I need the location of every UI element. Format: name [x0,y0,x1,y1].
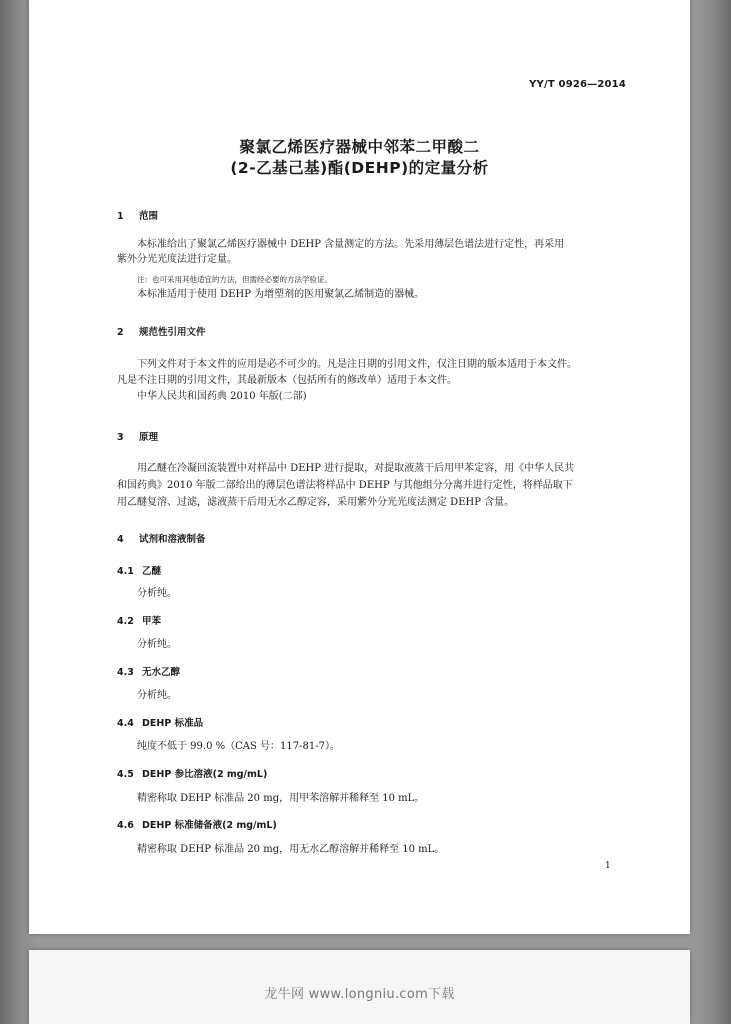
section-number: 4 [117,534,124,545]
section-4-heading [117,531,206,545]
subsection-4-6-heading [117,817,277,831]
section-2-paragraph-line: 下列文件对于本文件的应用是必不可少的。凡是注日期的引用文件，仅注日期的版本适用于本文件。 [137,359,577,370]
section-3-paragraph-line: 用乙醚在冷凝回流装置中对样品中 DEHP 进行提取，对提取液蒸干后用甲苯定容，用《中华人民共 [137,463,575,474]
subsection-4-3-heading [117,664,180,678]
section-1-note: 注：也可采用其他适宜的方法，但需经必要的方法学验证。 [137,275,332,284]
subsection-title: 甲苯 [142,616,162,627]
document-page [29,0,690,934]
section-title: 试剂和溶液制备 [139,534,206,545]
next-page-footer [29,950,690,1024]
subsection-4-2-text: 分析纯。 [137,639,177,650]
section-3-heading [117,429,158,443]
section-title: 范围 [139,211,159,222]
subsection-4-1-text: 分析纯。 [137,588,177,599]
standard-number: YY/T 0926—2014 [529,79,626,90]
subsection-number: 4.5 [117,769,134,780]
section-1-paragraph-line: 本标准给出了聚氯乙烯医疗器械中 DEHP 含量测定的方法。先采用薄层色谱法进行定性，再采用 [137,239,565,250]
section-number: 2 [117,327,124,338]
section-title: 原理 [139,432,159,443]
subsection-number: 4.1 [117,566,134,577]
subsection-title: 无水乙醇 [142,667,181,678]
section-number: 1 [117,211,124,222]
section-3-paragraph-line: 和国药典》2010 年版二部给出的薄层色谱法将样品中 DEHP 与其他组分分离并进行定性，将样品取下 [117,480,573,491]
section-title: 规范性引用文件 [139,327,206,338]
subsection-number: 4.6 [117,820,134,831]
subsection-title: 乙醚 [142,566,162,577]
section-2-paragraph-line: 凡是不注日期的引用文件，其最新版本（包括所有的修改单）适用于本文件。 [117,375,457,386]
section-number: 3 [117,432,124,443]
subsection-4-6-text: 精密称取 DEHP 标准品 20 mg，用无水乙醇溶解并稀释至 10 mL。 [137,844,445,855]
document-title-line-1: 聚氯乙烯医疗器械中邻苯二甲酸二 [239,138,480,156]
subsection-4-4-heading [117,715,203,729]
section-2-reference: 中华人民共和国药典 2010 年版(二部) [137,391,307,402]
subsection-number: 4.4 [117,718,134,729]
subsection-number: 4.3 [117,667,134,678]
subsection-4-3-text: 分析纯。 [137,690,177,701]
subsection-number: 4.2 [117,616,134,627]
section-2-heading [117,324,206,338]
subsection-title: DEHP 标准品 [142,718,204,729]
section-1-heading [117,208,158,222]
page-number: 1 [605,861,611,871]
subsection-4-5-text: 精密称取 DEHP 标准品 20 mg，用甲苯溶解并稀释至 10 mL。 [137,793,425,804]
subsection-title: DEHP 参比溶液(2 mg/mL) [142,769,268,780]
section-1-paragraph-line: 紫外分光光度法进行定量。 [117,254,237,265]
subsection-4-1-heading [117,563,161,577]
subsection-title: DEHP 标准储备液(2 mg/mL) [142,820,277,831]
section-1-paragraph-line: 本标准适用于使用 DEHP 为增塑剂的医用聚氯乙烯制造的器械。 [137,289,425,300]
document-title-line-2: (2-乙基己基)酯(DEHP)的定量分析 [230,159,489,177]
subsection-4-4-text: 纯度不低于 99.0 %（CAS 号：117-81-7）。 [137,741,340,752]
section-3-paragraph-line: 用乙醚复溶、过滤，滤液蒸干后用无水乙醇定容，采用紫外分光光度法测定 DEHP 含量。 [117,497,515,508]
subsection-4-5-heading [117,766,267,780]
download-watermark: 龙牛网 www.longniu.com下载 [264,987,455,1002]
subsection-4-2-heading [117,613,161,627]
